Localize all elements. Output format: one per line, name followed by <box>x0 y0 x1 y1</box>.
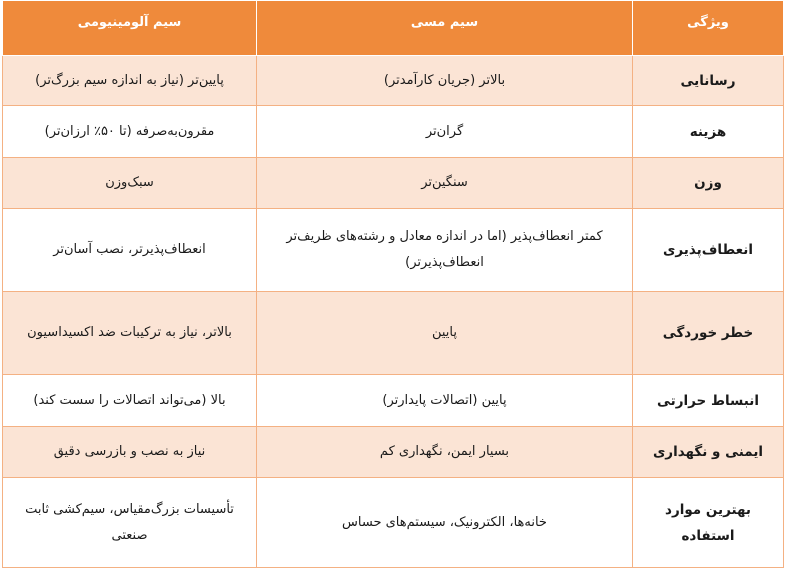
table-row <box>3 106 784 158</box>
aluminum-cell: سبک‌وزن <box>3 158 257 209</box>
header-row <box>3 1 784 56</box>
aluminum-cell: نیاز به نصب و بازرسی دقیق <box>3 427 257 478</box>
feature-cell: وزن <box>633 158 784 209</box>
copper-cell: کمتر انعطاف‌پذیر (اما در اندازه معادل و رشته‌های ظریف‌تر انعطاف‌پذیرتر) <box>257 209 633 292</box>
feature-cell: ایمنی و نگهداری <box>633 427 784 478</box>
table-row <box>3 478 784 568</box>
feature-cell: انعطاف‌پذیری <box>633 209 784 292</box>
copper-cell: خانه‌ها، الکترونیک، سیستم‌های حساس <box>257 478 633 568</box>
header-copper: سیم مسی <box>257 1 633 56</box>
feature-cell: خطر خوردگی <box>633 292 784 375</box>
table-row <box>3 292 784 375</box>
table-row <box>3 56 784 106</box>
aluminum-cell: بالاتر، نیاز به ترکیبات ضد اکسیداسیون <box>3 292 257 375</box>
copper-cell: سنگین‌تر <box>257 158 633 209</box>
aluminum-cell: انعطاف‌پذیرتر، نصب آسان‌تر <box>3 209 257 292</box>
aluminum-cell: مقرون‌به‌صرفه (تا ۵۰٪ ارزان‌تر) <box>3 106 257 158</box>
header-aluminum: سیم آلومینیومی <box>3 1 257 56</box>
header-feature: ویژگی <box>633 1 784 56</box>
copper-cell: پایین <box>257 292 633 375</box>
table-row <box>3 427 784 478</box>
comparison-table <box>2 0 784 568</box>
aluminum-cell: تأسیسات بزرگ‌مقیاس، سیم‌کشی ثابت صنعتی <box>3 478 257 568</box>
copper-cell: گران‌تر <box>257 106 633 158</box>
feature-cell: انبساط حرارتی <box>633 375 784 427</box>
table-row <box>3 209 784 292</box>
aluminum-cell: بالا (می‌تواند اتصالات را سست کند) <box>3 375 257 427</box>
table-row <box>3 375 784 427</box>
feature-cell: هزینه <box>633 106 784 158</box>
copper-cell: بالاتر (جریان کارآمدتر) <box>257 56 633 106</box>
aluminum-cell: پایین‌تر (نیاز به اندازه سیم بزرگ‌تر) <box>3 56 257 106</box>
feature-cell: رسانایی <box>633 56 784 106</box>
copper-cell: بسیار ایمن، نگهداری کم <box>257 427 633 478</box>
copper-cell: پایین (اتصالات پایدارتر) <box>257 375 633 427</box>
table-row <box>3 158 784 209</box>
feature-cell: بهترین موارد استفاده <box>633 478 784 568</box>
